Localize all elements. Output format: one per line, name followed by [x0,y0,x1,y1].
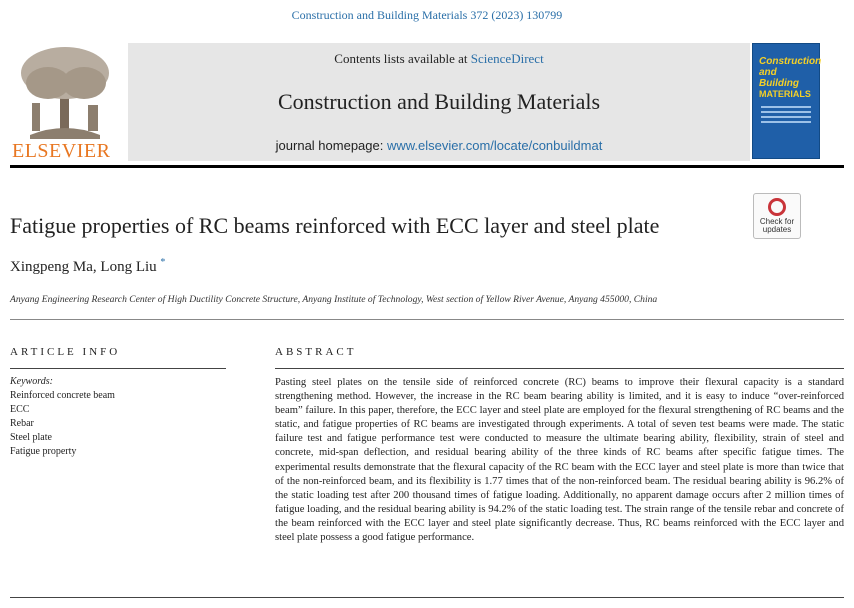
keyword-item: Fatigue property [10,446,77,457]
affiliation: Anyang Engineering Research Center of High Ductility Concrete Structure, Anyang Institute of Technology, West section of Yellow River Avenue, Anyang 455000, China [10,294,658,305]
article-info-heading: ARTICLE INFO [10,346,121,358]
header-divider [10,165,844,168]
homepage-link[interactable]: www.elsevier.com/locate/conbuildmat [386,138,603,153]
keywords-label: Keywords: [10,376,53,387]
abstract-text: Pasting steel plates on the tensile side of reinforced concrete (RC) beams to improve their flexural capacity is a standard strengthening method. However, the increase in the RC beam bearing ability is limited, and it is easy to induce “over-reinforced beam” failure. In this paper, therefore, the ECC layer and steel plate are employed for the flexural strengthening of RC beams and the static, and fatigue properties of RC beams are investigated through experiments. A total of seven test beams were made. The static failure test and fatigue performance test were conducted to measure the ultimate bearing ability, flexibility, strain of steel and concrete, mid-span deflection, and residual bearing ability of the three kinds of RC beams after specific fatigue times. The experimental results demonstrate that the flexural capacity of the RC beam with the ECC layer and steel plate is more than twice that of the non-reinforced beam, and its flexibility is 1.77 times that of the non-reinforced beam. The residual bearing ability is 96.2% of the static loading test after 200 thousand times of fatigue loading. Additionally, no apparent damage occurs after 2 million times of fatigue loading, and the residual bearing ability is 94.2% of the static loading test. The strain range of the tensile rebar and concrete of the beam reinforced with the ECC layer and steel plate significantly decrease. Thus, RC beams reinforced with the ECC layer and steel plate possess a good fatigue performance. [275,377,844,544]
sciencedirect-link[interactable]: ScienceDirect [470,51,544,66]
cover-decoration [761,106,811,126]
journal-cover-thumbnail[interactable] [752,43,820,159]
journal-banner [128,43,750,161]
badge-line2: updates [762,225,792,234]
homepage-line [128,138,750,153]
section-divider [10,319,844,320]
homepage-prefix: journal homepage: [275,138,387,153]
elsevier-logo-text[interactable]: ELSEVIER [12,140,111,162]
footer-divider [10,597,844,598]
keyword-item: Steel plate [10,432,52,443]
abstract-heading: ABSTRACT [275,346,357,358]
author-names[interactable]: Xingpeng Ma, Long Liu [10,259,157,275]
journal-name: Construction and Building Materials [277,89,601,114]
check-updates-icon [768,198,786,216]
article-info-rule [10,368,226,369]
corresponding-author-link[interactable]: * [160,257,166,268]
abstract-rule [275,368,844,369]
cover-title-line1: Construction [759,56,822,67]
keywords-list [10,389,115,459]
authors [10,257,165,276]
badge-line1: Check for [759,217,795,226]
keyword-item: Reinforced concrete beam [10,390,115,401]
keyword-item: Rebar [10,418,34,429]
cover-title-line3: MATERIALS [759,89,811,99]
keyword-item: ECC [10,404,30,415]
cover-title-line2: and Building [759,67,799,89]
article-title: Fatigue properties of RC beams reinforced with ECC layer and steel plate [10,213,660,238]
contents-prefix: Contents lists available at [334,51,471,66]
check-for-updates-button[interactable] [753,193,801,239]
journal-citation-link[interactable]: Construction and Building Materials 372 (2023) 130799 [291,8,563,22]
contents-line [128,51,750,67]
cover-title [759,56,822,100]
